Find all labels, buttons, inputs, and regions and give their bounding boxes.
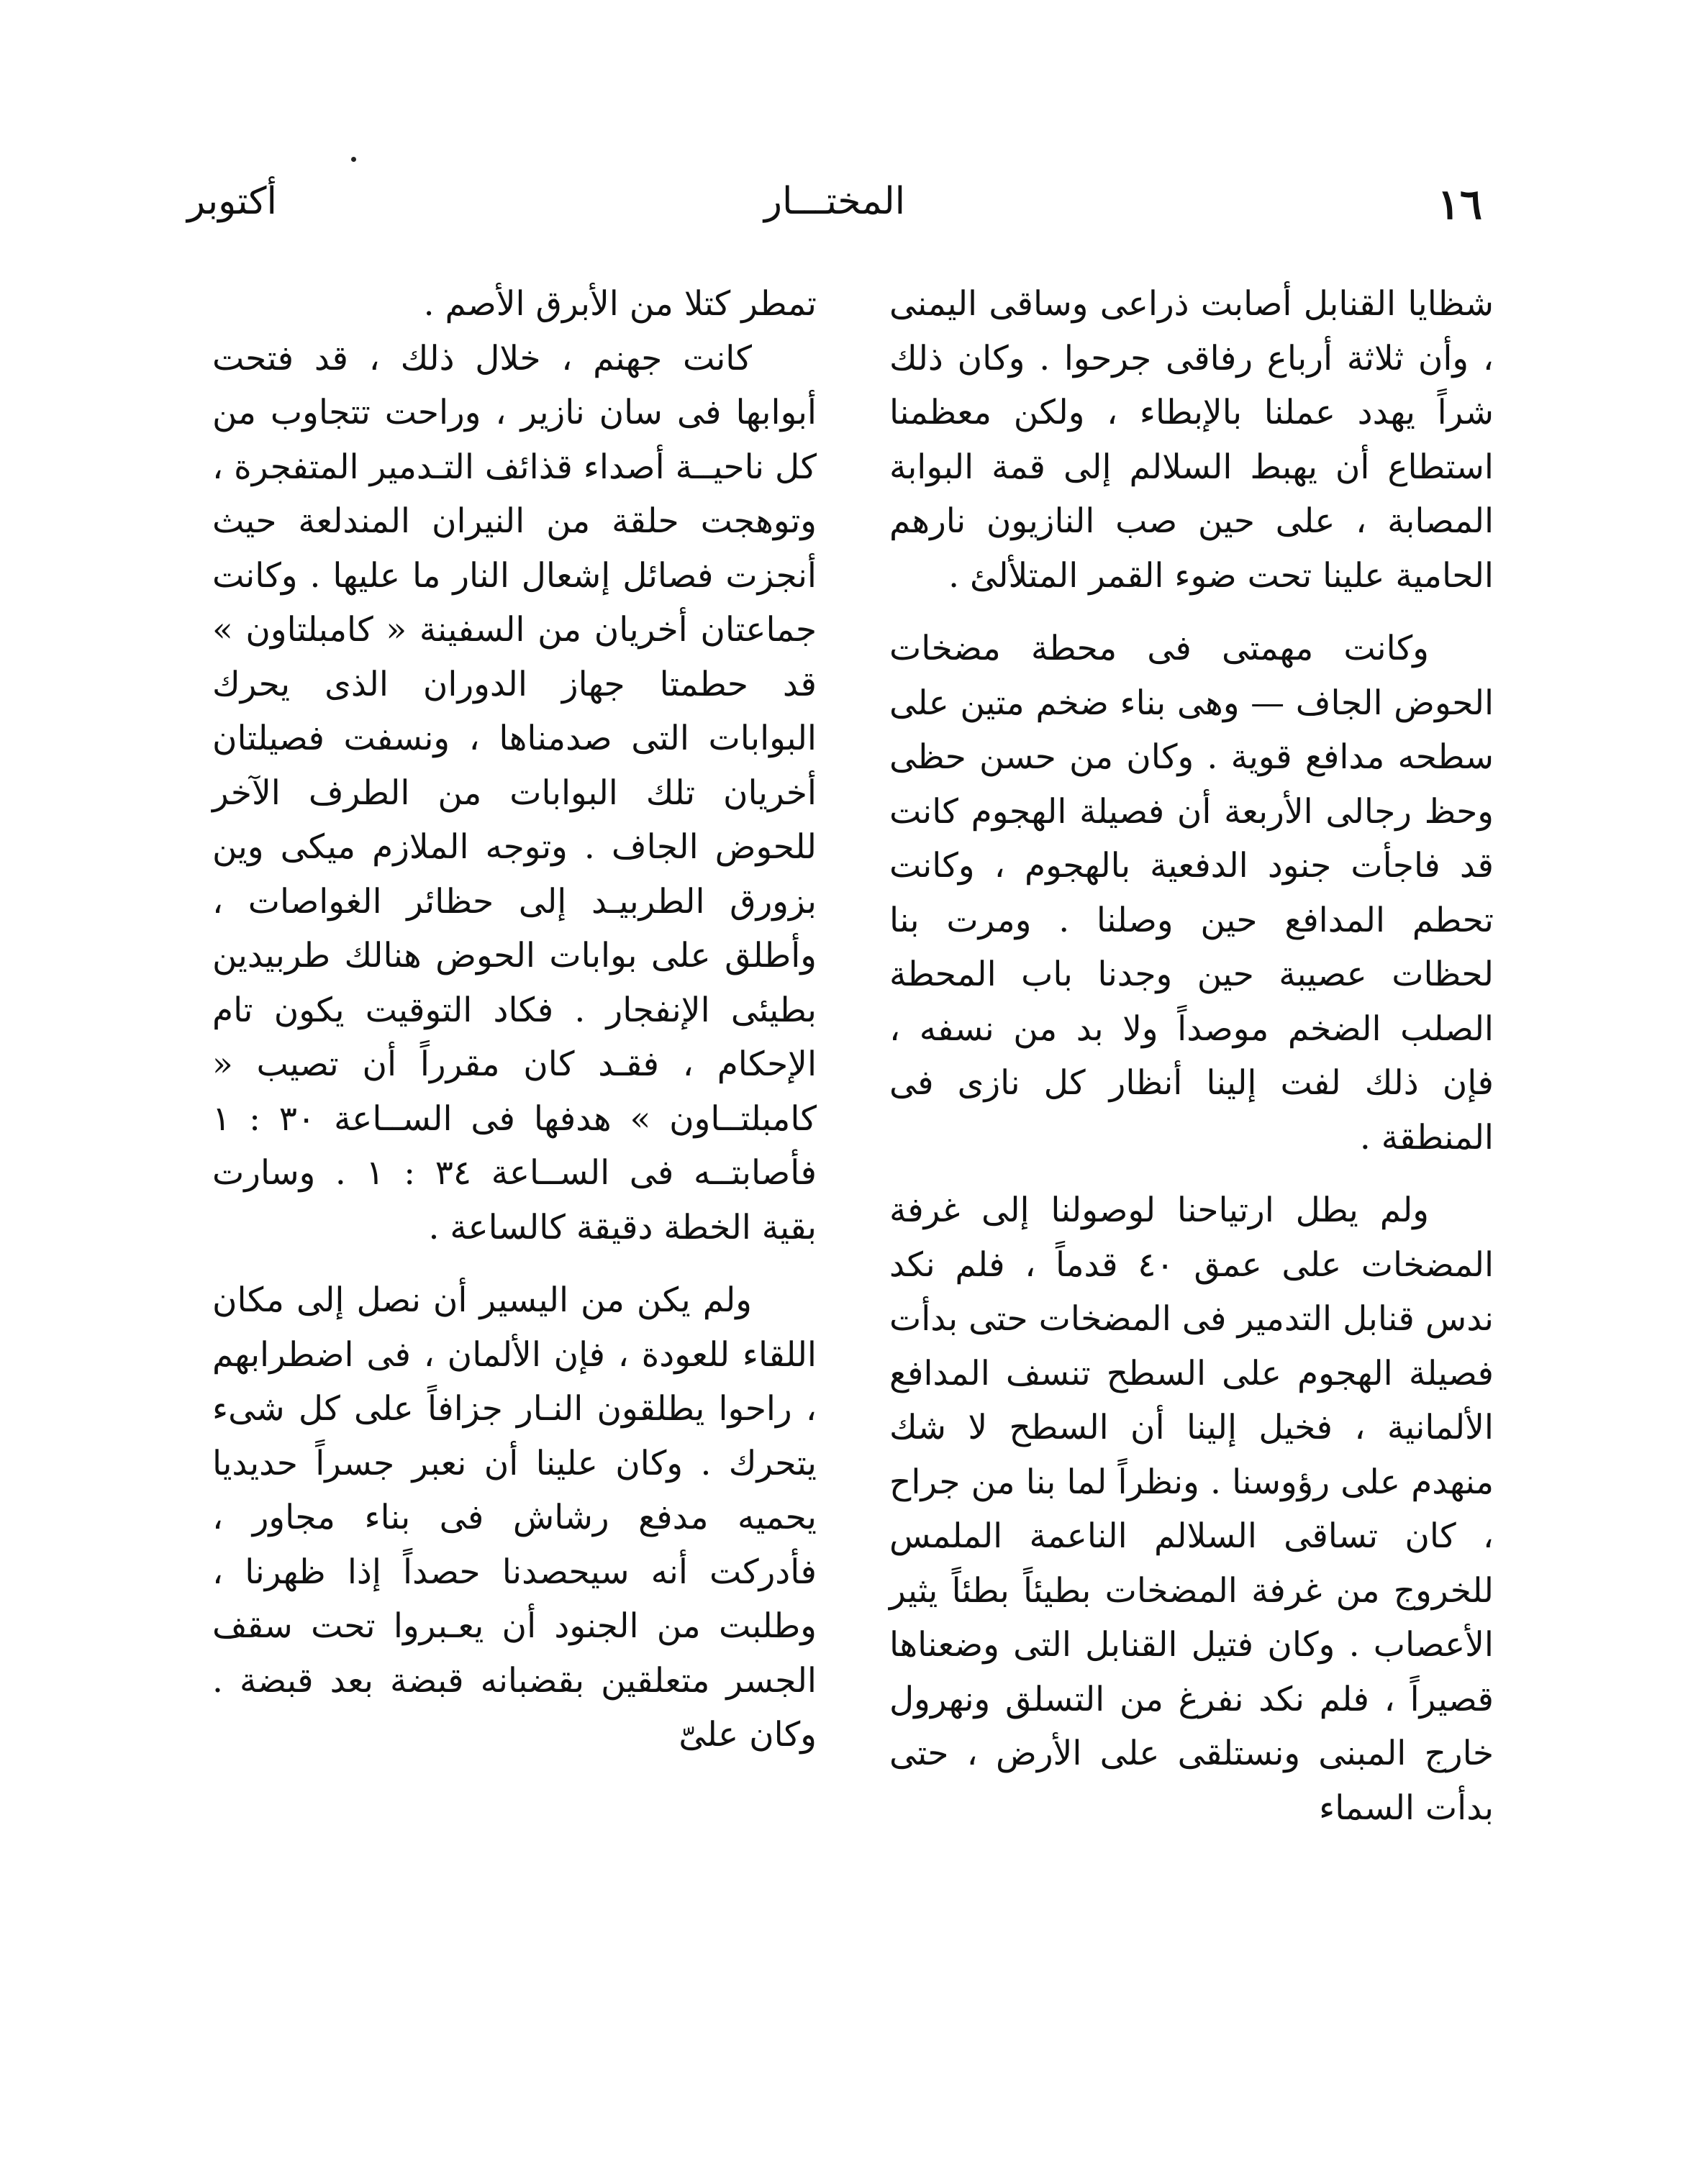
page-number: ١٦ (1437, 180, 1482, 229)
left-column (212, 277, 817, 1762)
paragraph: تمطر كتلا من الأبرق الأصم . (423, 284, 817, 324)
paragraph: وكانت مهمتى فى محطة مضخات الحوض الجاف — وهى بناء ضخم متين على سطحه مدافع قوية . وكان من حسن حظى وحظ رجالى الأربعة أن فصيلة الهجوم كانت قد فاجأت جنود الدفعية بالهجوم ، وكانت تحطم المدافع حين وصلنا . ومرت بنا لحظات عصيبة حين وجدنا باب المحطة الصلب الضخم موصداً ولا بد من نسفه ، فإن ذلك لفت إلينا أنظار كل نازى فى المنطقة . (889, 629, 1494, 1157)
right-column (889, 277, 1494, 1835)
paragraph: ولم يطل ارتياحنا لوصولنا إلى غرفة المضخات على عمق ٤٠ قدماً ، فلم نكد ندس قنابل التدمير فى المضخات حتى بدأت فصيلة الهجوم على السطح تنسف المدافع الألمانية ، فخيل إلينا أن السطح لا شك منهدم على رؤوسنا . ونظراً لما بنا من جراح ، كان تساقى السلالم الناعمة الملمس للخروج من غرفة المضخات بطيئاً بطئاً يثير الأعصاب . وكان فتيل القنابل التى وضعناها قصيراً ، فلم نكد نفرغ من التسلق ونهرول خارج المبنى ونستلقى على الأرض ، حتى بدأت السماء (889, 1191, 1494, 1828)
magazine-title: المختـــار (763, 180, 906, 223)
paragraph: ولم يكن من اليسير أن نصل إلى مكان اللقاء للعودة ، فإن الألمان ، فى اضطرابهم ، راحوا يطلقون النـار جزافاً على كل شىء يتحرك . وكان علينا أن نعبر جسراً حديديا يحميه مدفع رشاش فى بناء مجاور ، فأدركت أنه سيحصدنا حصداً إذا ظهرنا ، وطلبت من الجنود أن يعـبروا تحت سقف الجسر متعلقين بقضبانه قبضة بعد قبضة . وكان علىّ (212, 1280, 817, 1755)
paragraph: شظايا القنابل أصابت ذراعى وساقى اليمنى ، وأن ثلاثة أرباع رفاقى جرحوا . وكان ذلك شراً يهدد عملنا بالإبطاء ، ولكن معظمنا استطاع أن يهبط السلالم إلى قمة البوابة المصابة ، على حين صب النازيون نارهم الحامية علينا تحت ضوء القمر المتلألئ . (889, 284, 1494, 596)
scan-speck (351, 157, 356, 162)
issue-month: أكتوبر (187, 180, 277, 223)
page-header (187, 180, 1482, 245)
paragraph: كانت جهنم ، خلال ذلك ، قد فتحت أبوابها فى سان نازير ، وراحت تتجاوب من كل ناحيــة أصداء قذائف التـدمير المتفجرة ، وتوهجت حلقة من النيران المندلعة حيث أنجزت فصائل إشعال النار ما عليها . وكانت جماعتان أخريان من السفينة « كامبلتاون » قد حطمتا جهاز الدوران الذى يحرك البوابات التى صدمناها ، ونسفت فصيلتان أخريان تلك البوابات من الطرف الآخر للحوض الجاف . وتوجه الملازم ميكى وين بزورق الطربيـد إلى حظائر الغواصات ، وأطلق على بوابات الحوض هنالك طربيدين بطيئى الإنفجار . فكاد التوقيت يكون تام الإحكام ، فقـد كان مقرراً أن تصيب « كامبلتــاون » هدفها فى الســاعة ٣٠ : ١ فأصابتــه فى الســاعة ٣٤ : ١ . وسارت بقية الخطة دقيقة كالساعة . (212, 338, 817, 1247)
